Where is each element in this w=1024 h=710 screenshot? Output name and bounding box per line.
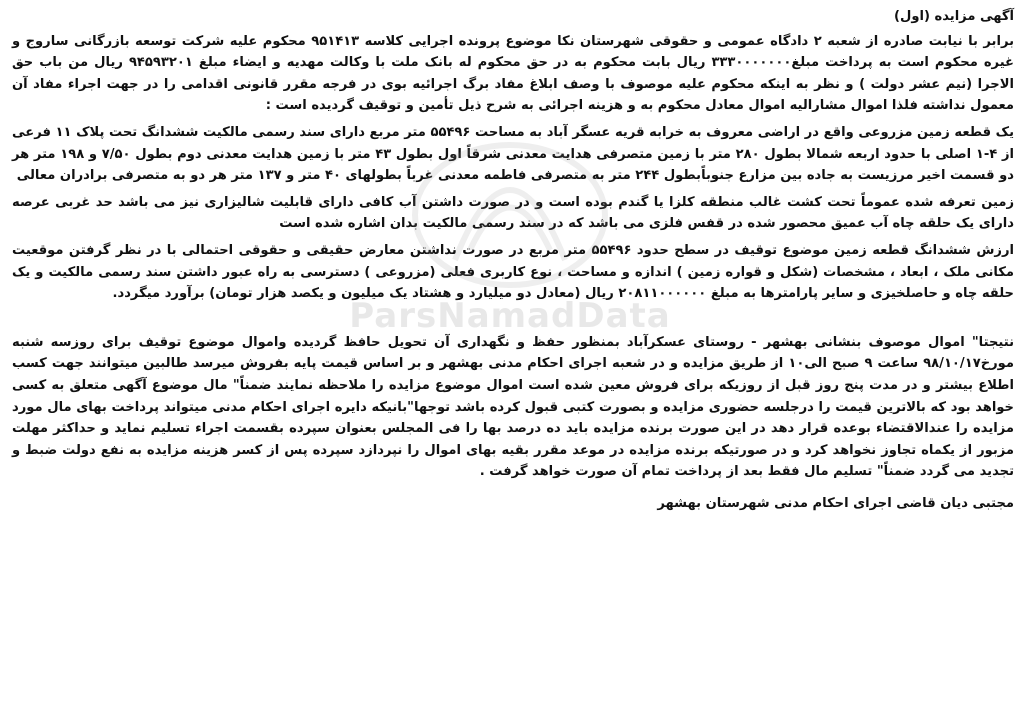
- valuation-paragraph: ارزش ششدانگ قطعه زمین موضوع توقیف در سطح حدود ۵۵۴۹۶ متر مربع در صورت نداشتن معارض حقیقی و حقوقی احتمالی با در نظر گرفتن موقعیت مکانی ملک ، ابعاد ، مشخصات (شکل و قواره زمین ) اندازه و مساحت ، نوع کاربری فعلی (مزروعی ) دسترسی به راه عبور داشتن سند رسمی مالکیت و یک حلقه چاه و حاصلخیزی و سایر پارامترها به مبلغ ۲۰۸۱۱۰۰۰۰۰۰ ریال (معادل دو میلیارد و هشتاد یک میلیون و یکصد هزار تومان) برآورد میگردد.: [12, 242, 1014, 302]
- conclusion-paragraph: نتیجتا" اموال موصوف بنشانی بهشهر - روستای عسکرآباد بمنظور حفظ و نگهداری آن تحویل حافظ گردیده واموال موضوع توقیف برای روزسه شنبه مورخ۹۸/۱۰/۱۷ ساعت ۹ صبح الی۱۰ از طریق مزایده و در شعبه اجرای احکام مدنی بهشهر و بر اساس قیمت پایه بفروش میرسد طالبین میتوانند جهت کسب اطلاع بیشتر و در مدت پنج روز قبل از روزیکه برای فروش معین شده است اموال موضوع مزایده را ملاحظه نمایند ضمناً" مال موضوع آگهی متعلق به کسی خواهد بود که بالاترین قیمت را درجلسه حضوری مزایده و بصورت کتبی قبول کرده باشد توجها"بانیکه دایره اجرای احکام مدنی میتواند پرداخت بهای مال مورد مزایده را عندالاقتضاء بوعده قرار دهد در این صورت برنده مزایده باید ده درصد بها را فی المجلس بعنوان سپرده بقسمت اجراء تسلیم نماید و حداکثر مهلت مزبور از یکماه تجاوز نخواهد کرد و در صورتیکه برنده مزایده در موعد مقرر بقیه بهای اموال را نپردازد سپرده پس از کسر هزینه مزایده به نفع دولت ضبط و تجدید می گردد ضمناً" تسلیم مال فقط بعد از پرداخت تمام آن صورت خواهد گرفت .: [12, 334, 1014, 480]
- judge-signature-line: مجتبی دیان قاضی اجرای احکام مدنی شهرستان بهشهر: [657, 495, 1014, 511]
- property-description-paragraph: یک قطعه زمین مزروعی واقع در اراضی معروف به خرابه قریه عسگر آباد به مساحت ۵۵۴۹۶ متر مربع دارای سند رسمی مالکیت ششدانگ تحت پلاک ۱۱ فرعی از ۴-۱ اصلی با حدود اربعه شمالا بطول ۲۸۰ متر با زمین متصرفی هدایت معدنی شرقاً اول بطول ۴۳ متر با زمین هدایت معدنی دوم بطول ۷/۵۰ و ۱۹۸ متر هر دو قسمت اخیر مرزیست به جاده بین مزارع جنوباًبطول ۲۴۴ متر به متصرفی فاطمه معدنی غرباً بطولهای ۴۰ متر و ۱۳۷ متر هر دو به متصرفی برادران معالی: [12, 124, 1014, 184]
- notice-title: آگهی مزایده (اول): [893, 9, 1014, 24]
- intro-paragraph: برابر با نیابت صادره از شعبه ۲ دادگاه عمومی و حقوقی شهرستان نکا موضوع پرونده اجرایی کلاسه ۹۵۱۴۱۳ محکوم علیه شرکت توسعه بازرگانی ساروج و غیره محکوم است به پرداخت مبلغ۳۳۳۰۰۰۰۰۰۰ ریال بابت محکوم به در حق محکوم له بانک ملت با وکالت مهدیه و ایضاء مبلغ ۹۴۵۹۳۲۰۱ ریال من باب حق الاجرا (نیم عشر دولت ) و نظر به اینکه محکوم علیه موصوف با وصف ابلاغ مفاد برگ اجرائیه بوی در فرجه مقرر قانونی اقدامی را در جهت اجراء مفاد آن معمول نداشته فلذا اموال مشارالیه اموال معادل محکوم به و هزینه اجرائی به شرح ذیل تأمین و توقیف گردیده است :: [12, 33, 1015, 114]
- land-usage-paragraph: زمین تعرفه شده عموماً تحت کشت غالب منطقه کلزا یا گندم بوده است و در صورت داشتن آب کافی دارای قابلیت شالیزاری نیز می باشد حد غربی عرصه دارای یک حلقه چاه آب عمیق محصور شده در قفس فلزی می باشد که در سند رسمی مالکیت بدان اشاره شده است: [12, 194, 1014, 232]
- watermark-text: ParsNamadData: [349, 296, 671, 336]
- paragraph-spacer: [12, 310, 1014, 332]
